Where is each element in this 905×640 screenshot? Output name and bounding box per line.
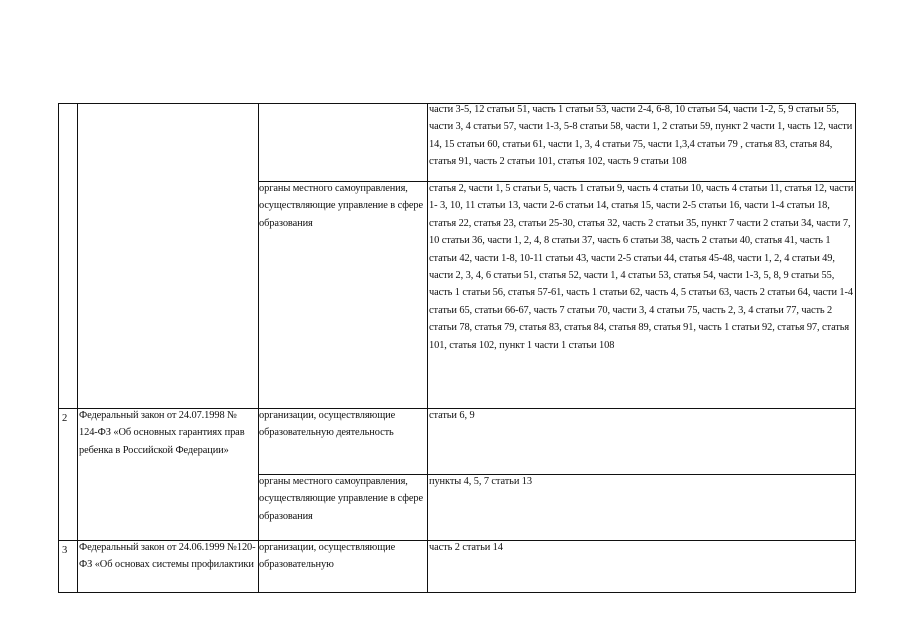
table-left-border [58,103,59,592]
provisions-cell: статьи 6, 9 [429,410,475,421]
subject-cell: органы местного самоуправления, осуществляющие управление в сфере образования [259,183,423,229]
row-number: 2 [62,413,68,424]
table-bottom-border [58,592,856,593]
provisions-cell: часть 2 статьи 14 [429,542,503,553]
provisions-cell: статья 2, части 1, 5 статьи 5, часть 1 статьи 9, часть 4 статьи 10, часть 4 статьи 11, статья 12, части 1- 3, 10, 11 статьи 13, части 2-6 статьи 14, статья 15, части 2-5 статьи 16, части 1-4 статьи 18, статья 22, статья 23, статьи 25-30, статья 32, часть 2 статьи 35, пункт 7 части 2 статьи 34, части 7, 10 статьи 36, части 1, 2, 4, 8 статьи 37, часть 6 статьи 38, часть 2 статьи 40, статья 41, часть 1 статьи 42, части 1-8, 10-11 статьи 43, части 2-5 статьи 44, статья 45-48, части 1, 2, 4 статьи 49, части 2, 3, 4, 6 статьи 51, статья 52, части 1, 4 статьи 53, статья 54, части 1-3, 5, 8, 9 статьи 55, часть 1 статьи 56, статья 57-61, часть 1 статьи 62, часть 4, 5 статьи 63, часть 2 статьи 64, части 1-4 статьи 65, статьи 66-67, часть 7 статьи 70, части 3, 4 статьи 75, часть 2, 3, 4 статьи 77, часть 2 статьи 78, статья 79, статья 83, статья 84, статья 89, статья 91, часть 1 статьи 92, статья 97, статья 101, статья 102, пункт 1 части 1 статьи 108 [429,183,854,351]
row-number: 3 [62,545,68,556]
subject-cell: организации, осуществляющие образовательную деятельность [259,410,396,439]
subject-cell: организации, осуществляющие образовательную [259,542,396,571]
law-cell: Федеральный закон от 24.06.1999 №120-ФЗ «Об основах системы профилактики [79,542,256,571]
table-right-border [855,103,856,592]
provisions-cell: пункты 4, 5, 7 статьи 13 [429,476,532,487]
column-divider [427,103,428,592]
column-divider [77,103,78,592]
law-cell: Федеральный закон от 24.07.1998 № 124-ФЗ «Об основных гарантиях прав ребенка в Российской Федерации» [79,410,245,456]
subject-cell: органы местного самоуправления, осуществляющие управление в сфере образования [259,476,423,522]
provisions-cell: части 3-5, 12 статьи 51, часть 1 статьи 53, части 2-4, 6-8, 10 статьи 54, части 1-2, 5, 9 статьи 55, части 3, 4 статьи 57, части 1-3, 5-8 статьи 58, части 1, 2 статьи 59, пункт 2 части 1, часть 12, части 14, 15 статьи 60, статьи 61, части 1, 3, 4 статьи 75, части 1,3,4 статьи 79 , статья 83, статья 84, статья 91, часть 2 статьи 101, статья 102, часть 9 статьи 108 [429,104,853,168]
